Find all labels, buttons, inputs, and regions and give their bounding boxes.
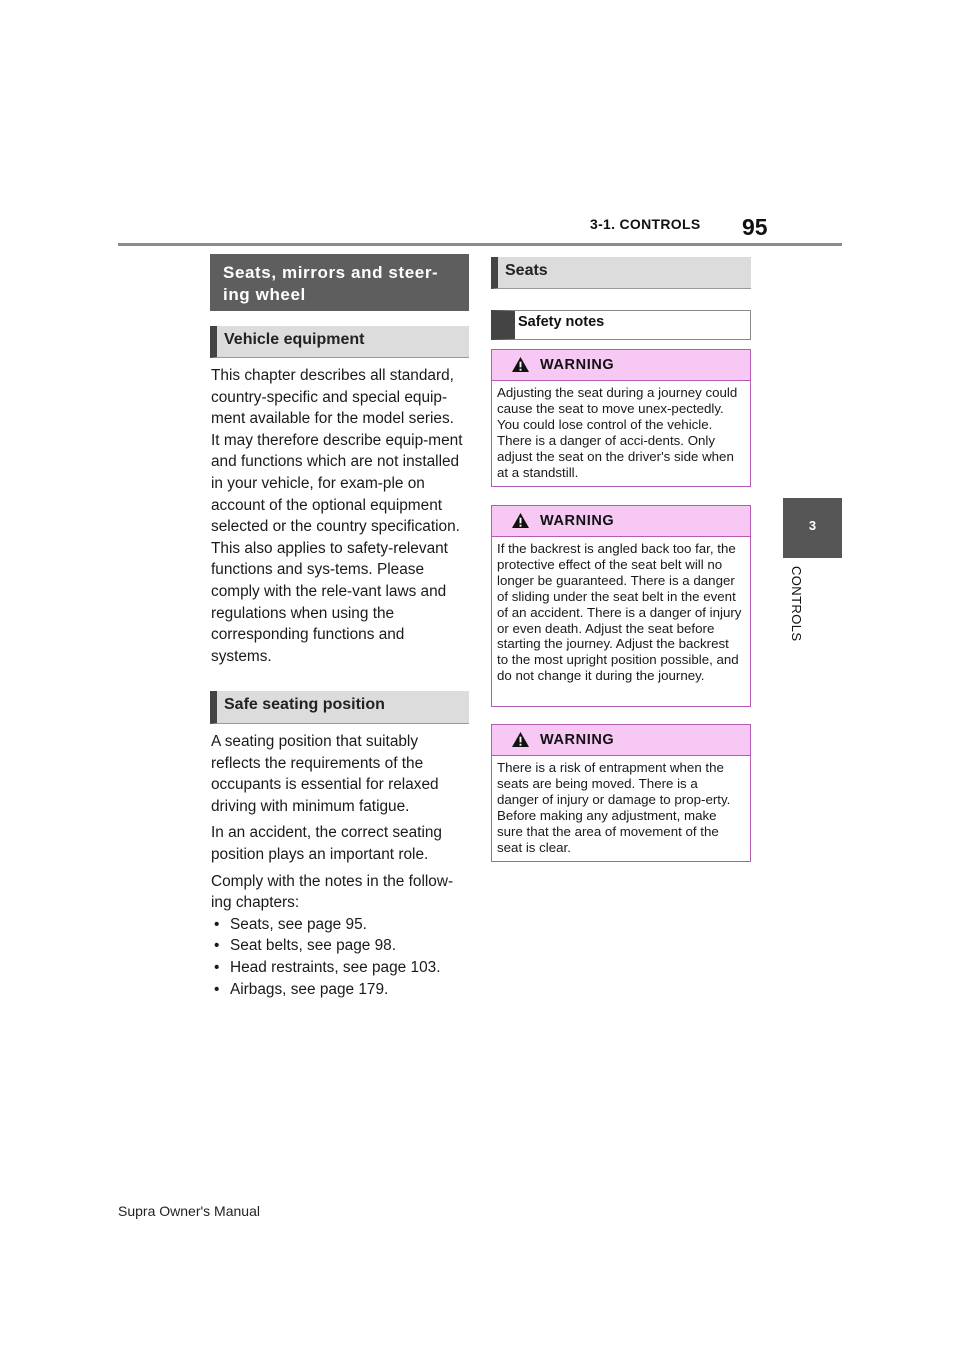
page-number: 95 (742, 214, 768, 240)
warning-icon (511, 731, 530, 748)
warning-label: WARNING (540, 732, 615, 748)
warning-text: There is a risk of entrapment when the seats are being moved. There is a danger of injury or damage to prop-erty. Before making any adjustment, make sure that the area of movement of the seat is clear. (497, 760, 731, 855)
chapter-tab-label (782, 566, 810, 656)
warning-label: WARNING (540, 357, 615, 373)
warning-box (491, 349, 751, 487)
subheading-vehicle-equipment (210, 326, 469, 358)
warning-label: WARNING (540, 513, 615, 529)
list-item: • Seats, see page 95. (211, 914, 468, 936)
warning-box (491, 505, 751, 707)
subheading-safe-seating (210, 691, 469, 724)
chapter-tab-label-text: CONTROLS (789, 566, 804, 642)
warning-text: Adjusting the seat during a journey could cause the seat to move unex-pectedly. You could lose control of the vehicle. There is a danger of acci-dents. Only adjust the seat on the driver's side when at a standstill. (497, 385, 738, 480)
list-item: • Airbags, see page 179. (211, 979, 468, 1001)
list-item: • Seat belts, see page 98. (211, 935, 468, 957)
safe-seating-content (211, 731, 468, 1000)
subheading-vehicle-equipment-text: Vehicle equipment (224, 331, 365, 348)
safe-seating-p3: Comply with the notes in the follow-ing chapters: (211, 872, 454, 912)
warning-icon (511, 512, 530, 529)
footer-manual-title: Supra Owner's Manual (118, 1203, 260, 1219)
vehicle-equipment-paragraph (211, 365, 466, 667)
chapter-reference-list (211, 914, 468, 1000)
chapter-title: 3-1. CONTROLS (590, 216, 701, 232)
safe-seating-p2: In an accident, the correct seating position plays an important role. (211, 824, 442, 863)
warning-header (492, 350, 750, 381)
vehicle-equipment-text: This chapter describes all standard, country-specific and special equip-ment available for the model series. It may therefore describe equip-ment and functions which are not installed in your vehicle, for exam-ple on account of the optional equipment selected or the country specification. This also applies to safety-relevant functions and sys-tems. Please comply with the rele-vant laws and regulations when using the corresponding functions and systems. (211, 367, 463, 665)
warning-header (492, 506, 750, 537)
header-rule (118, 243, 842, 246)
safe-seating-p1: A seating position that suitably reflects the requirements of the occupants is essential for relaxed driving with minimum fatigue. (211, 733, 439, 815)
subheading-seats-text: Seats (505, 262, 548, 279)
chapter-tab-number: 3 (808, 518, 817, 533)
warning-text: If the backrest is angled back too far, the protective effect of the seat belt will no longer be guaranteed. There is a danger of sliding under the seat belt in the event of an accident. There is a danger of injury or even death. Adjust the seat before starting the journey. Adjust the backrest to the most upright position possible, and do not change it during the journey. (497, 541, 742, 684)
subheading-safe-seating-text: Safe seating position (224, 696, 385, 713)
warning-box (491, 724, 751, 862)
subheading-safety-notes-text: Safety notes (518, 314, 605, 330)
subheading-safety-notes (491, 310, 751, 340)
warning-icon (511, 356, 530, 373)
section-heading-seats-mirrors-text: Seats, mirrors and steer-ing wheel (223, 263, 439, 304)
warning-header (492, 725, 750, 756)
list-item: • Head restraints, see page 103. (211, 957, 468, 979)
subheading-seats (491, 257, 751, 289)
section-heading-seats-mirrors (210, 254, 469, 311)
